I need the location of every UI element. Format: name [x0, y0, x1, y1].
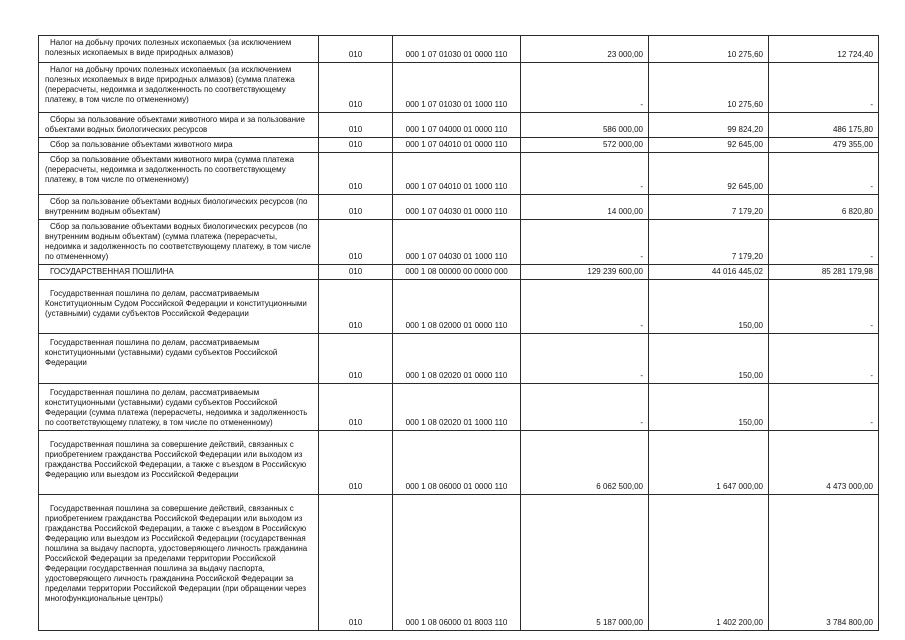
indicator-name: Сбор за пользование объектами животного мира (сумма платежа (перерасчеты, недоимка и задолженность по соответствующему платежу, в том числе по отмененному) — [39, 153, 319, 195]
table-row — [39, 195, 879, 220]
kbk-code: 000 1 08 06000 01 8003 110 — [393, 495, 521, 631]
table-row — [39, 495, 879, 631]
amount-col5: 10 275,60 — [649, 63, 769, 113]
indicator-name: Сбор за пользование объектами водных биологических ресурсов (по внутренним водным объектам) — [39, 195, 319, 220]
table-row — [39, 384, 879, 431]
table-row — [39, 220, 879, 265]
line-code: 010 — [319, 63, 393, 113]
amount-col5: 1 402 200,00 — [649, 495, 769, 631]
line-code: 010 — [319, 431, 393, 495]
kbk-code: 000 1 07 04030 01 0000 110 — [393, 195, 521, 220]
table-row — [39, 36, 879, 63]
kbk-code: 000 1 07 01030 01 1000 110 — [393, 63, 521, 113]
amount-col4: 6 062 500,00 — [521, 431, 649, 495]
kbk-code: 000 1 07 04010 01 1000 110 — [393, 153, 521, 195]
indicator-name: Государственная пошлина по делам, рассматриваемым конституционными (уставными) судами субъектов Российской Федерации (сумма платежа (перерасчеты, недоимка и задолженность по соответствующему платежу, в том числе по отмененному) — [39, 384, 319, 431]
amount-col6: 85 281 179,98 — [769, 265, 879, 280]
indicator-name: ГОСУДАРСТВЕННАЯ ПОШЛИНА — [39, 265, 319, 280]
table-row-section — [39, 265, 879, 280]
budget-revenue-table — [38, 35, 879, 631]
kbk-code: 000 1 08 02000 01 0000 110 — [393, 280, 521, 334]
line-code: 010 — [319, 138, 393, 153]
amount-col4: 129 239 600,00 — [521, 265, 649, 280]
amount-col6: 479 355,00 — [769, 138, 879, 153]
table-row — [39, 431, 879, 495]
table-row — [39, 334, 879, 384]
amount-col4: 14 000,00 — [521, 195, 649, 220]
indicator-name: Сбор за пользование объектами животного мира — [39, 138, 319, 153]
amount-col4: - — [521, 334, 649, 384]
table-row — [39, 153, 879, 195]
indicator-name: Государственная пошлина по делам, рассматриваемым Конституционным Судом Российской Федерации и конституционными (уставными) судами субъектов Российской Федерации — [39, 280, 319, 334]
indicator-name: Государственная пошлина за совершение действий, связанных с приобретением гражданства Российской Федерации или выходом из гражданства Российской Федерации, а также с въездом в Российскую Федерацию или выездом из Российской Федерации — [39, 431, 319, 495]
amount-col6: 4 473 000,00 — [769, 431, 879, 495]
kbk-code: 000 1 07 01030 01 0000 110 — [393, 36, 521, 63]
amount-col6: 486 175,80 — [769, 113, 879, 138]
table-row — [39, 138, 879, 153]
kbk-code: 000 1 07 04010 01 0000 110 — [393, 138, 521, 153]
table-row — [39, 63, 879, 113]
amount-col5: 7 179,20 — [649, 195, 769, 220]
amount-col6: - — [769, 63, 879, 113]
amount-col4: 23 000,00 — [521, 36, 649, 63]
line-code: 010 — [319, 280, 393, 334]
amount-col6: - — [769, 334, 879, 384]
line-code: 010 — [319, 495, 393, 631]
amount-col4: 572 000,00 — [521, 138, 649, 153]
indicator-name: Налог на добычу прочих полезных ископаемых (за исключением полезных ископаемых в виде природных алмазов) (сумма платежа (перерасчеты, недоимка и задолженность по соответствующему платежу, в том числе по отмененному) — [39, 63, 319, 113]
line-code: 010 — [319, 384, 393, 431]
line-code: 010 — [319, 265, 393, 280]
kbk-code: 000 1 07 04000 01 0000 110 — [393, 113, 521, 138]
amount-col5: 1 647 000,00 — [649, 431, 769, 495]
amount-col6: - — [769, 153, 879, 195]
amount-col5: 44 016 445,02 — [649, 265, 769, 280]
amount-col5: 10 275,60 — [649, 36, 769, 63]
indicator-name: Сборы за пользование объектами животного мира и за пользование объектами водных биологических ресурсов — [39, 113, 319, 138]
amount-col4: 586 000,00 — [521, 113, 649, 138]
line-code: 010 — [319, 36, 393, 63]
indicator-name: Сбор за пользование объектами водных биологических ресурсов (по внутренним водным объектам) (сумма платежа (перерасчеты, недоимка и задолженность по соответствующему платежу, в том числе по отмененному) — [39, 220, 319, 265]
amount-col5: 150,00 — [649, 334, 769, 384]
kbk-code: 000 1 08 06000 01 0000 110 — [393, 431, 521, 495]
amount-col4: - — [521, 63, 649, 113]
table-row — [39, 280, 879, 334]
indicator-name: Государственная пошлина за совершение действий, связанных с приобретением гражданства Российской Федерации или выходом из гражданства Российской Федерации, а также с въездом в Российскую Федерацию или выездом из Российской Федерации (государственная пошлина за выдачу паспорта, удостоверяющего личность гражданина Российской Федерации за пределами территории Российской Федерации государственная пошлина за выдачу паспорта, удостоверяющего личность гражданина Российской Федерации за пределами территории Российской Федерации (при обращении через многофункциональные центры) — [39, 495, 319, 631]
amount-col5: 150,00 — [649, 280, 769, 334]
amount-col6: 6 820,80 — [769, 195, 879, 220]
indicator-name: Налог на добычу прочих полезных ископаемых (за исключением полезных ископаемых в виде природных алмазов) — [39, 36, 319, 63]
amount-col6: - — [769, 384, 879, 431]
amount-col5: 92 645,00 — [649, 153, 769, 195]
amount-col4: 5 187 000,00 — [521, 495, 649, 631]
kbk-code: 000 1 08 02020 01 0000 110 — [393, 334, 521, 384]
amount-col6: 12 724,40 — [769, 36, 879, 63]
amount-col5: 7 179,20 — [649, 220, 769, 265]
amount-col5: 150,00 — [649, 384, 769, 431]
amount-col6: - — [769, 280, 879, 334]
amount-col5: 99 824,20 — [649, 113, 769, 138]
amount-col4: - — [521, 220, 649, 265]
line-code: 010 — [319, 153, 393, 195]
line-code: 010 — [319, 113, 393, 138]
table-row — [39, 113, 879, 138]
kbk-code: 000 1 08 02020 01 1000 110 — [393, 384, 521, 431]
amount-col5: 92 645,00 — [649, 138, 769, 153]
amount-col6: - — [769, 220, 879, 265]
kbk-code: 000 1 08 00000 00 0000 000 — [393, 265, 521, 280]
amount-col4: - — [521, 280, 649, 334]
amount-col4: - — [521, 384, 649, 431]
amount-col4: - — [521, 153, 649, 195]
amount-col6: 3 784 800,00 — [769, 495, 879, 631]
line-code: 010 — [319, 220, 393, 265]
line-code: 010 — [319, 195, 393, 220]
kbk-code: 000 1 07 04030 01 1000 110 — [393, 220, 521, 265]
indicator-name: Государственная пошлина по делам, рассматриваемым конституционными (уставными) судами субъектов Российской Федерации — [39, 334, 319, 384]
line-code: 010 — [319, 334, 393, 384]
